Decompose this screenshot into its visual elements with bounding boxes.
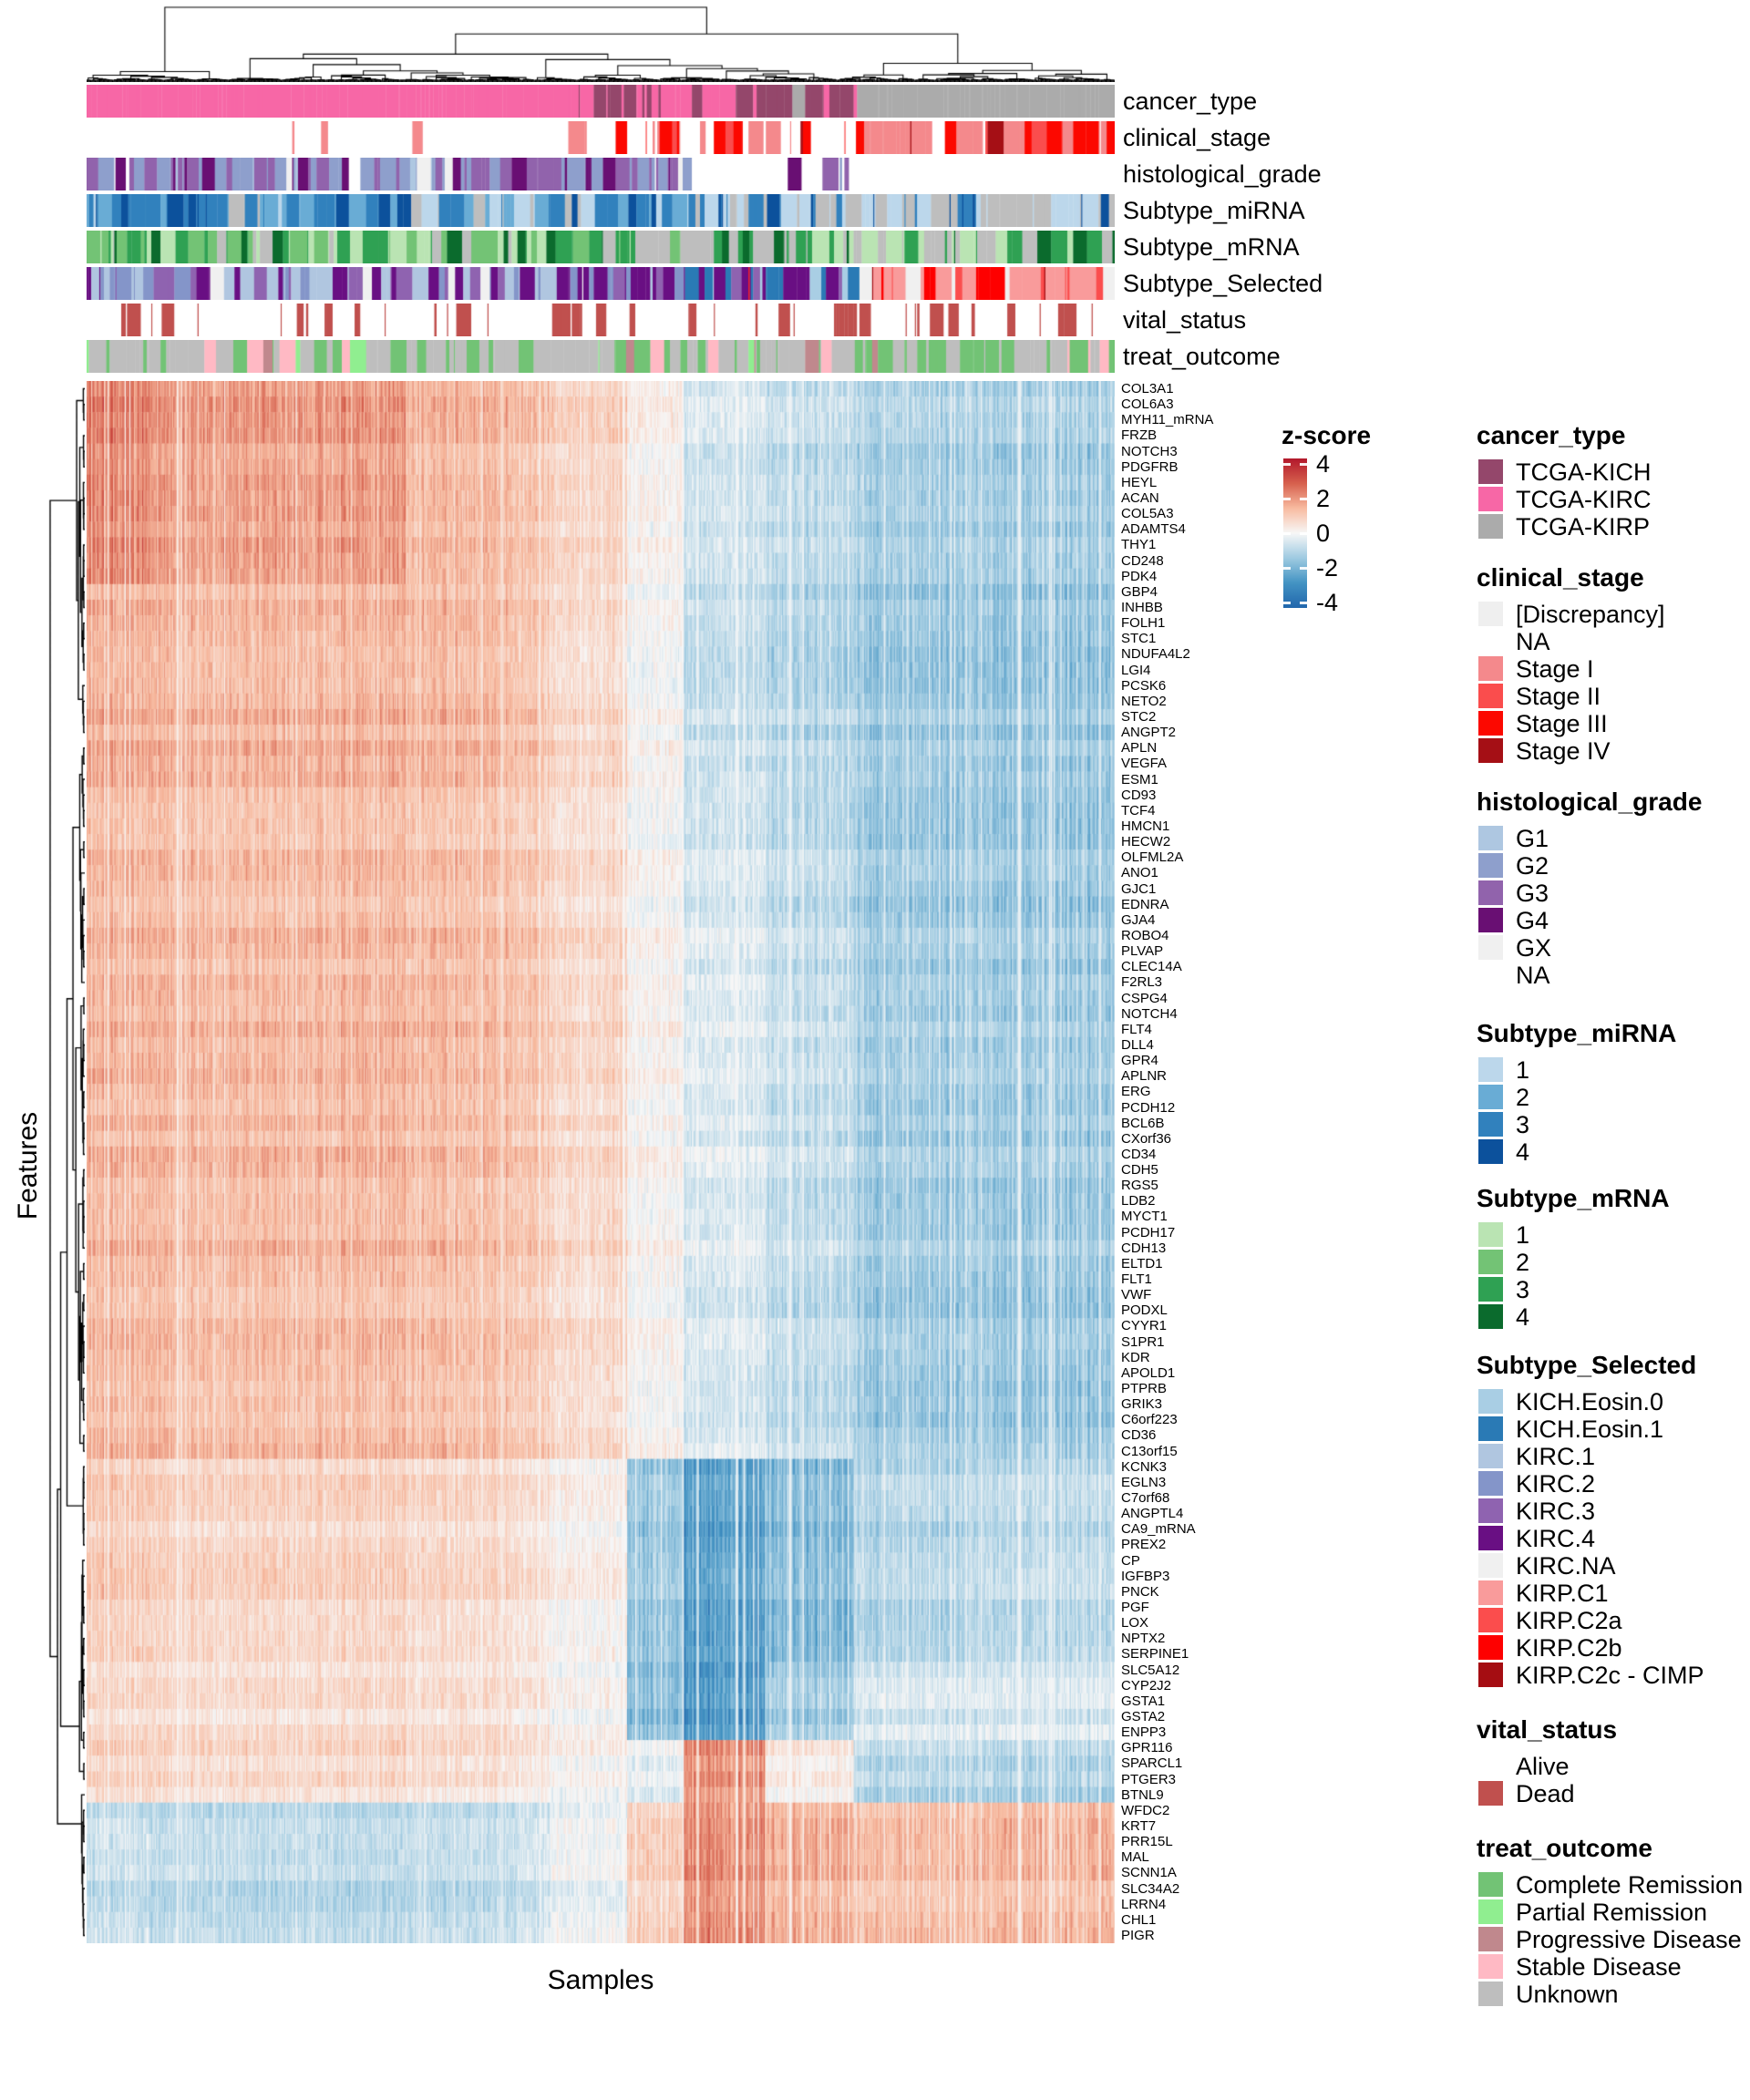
gene-label: COL3A1: [1121, 381, 1174, 397]
zscore-tick-label: -4: [1316, 589, 1339, 616]
legend-title-Subtype_Selected: Subtype_Selected: [1477, 1351, 1697, 1379]
gene-label: EDNRA: [1121, 896, 1169, 912]
gene-label: CD36: [1121, 1427, 1157, 1444]
gene-label: FRZB: [1121, 427, 1158, 444]
zscore-tick-label: 4: [1316, 450, 1331, 478]
annotation-track-histological_grade: [87, 158, 1115, 190]
annotation-track-clinical_stage: [87, 121, 1115, 154]
gene-label: WFDC2: [1121, 1802, 1170, 1818]
legend-swatch: [1478, 1954, 1503, 1979]
legend-swatch: [1478, 602, 1503, 626]
legend-swatch: [1478, 908, 1503, 932]
gene-label: F2RL3: [1121, 974, 1163, 991]
gene-label: GJC1: [1121, 880, 1157, 897]
legend-label: 2: [1516, 1249, 1530, 1276]
gene-label: PCSK6: [1121, 677, 1167, 694]
legend-swatch: [1478, 826, 1503, 850]
gene-label: GBP4: [1121, 583, 1158, 600]
legend-swatch: [1478, 1304, 1503, 1329]
gene-label: BTNL9: [1121, 1786, 1164, 1803]
gene-label: APOLD1: [1121, 1364, 1176, 1381]
gene-label: CSPG4: [1121, 990, 1168, 1006]
gene-label: S1PR1: [1121, 1333, 1165, 1350]
gene-label: HMCN1: [1121, 818, 1170, 834]
gene-label: PNCK: [1121, 1583, 1159, 1600]
zscore-tick-dash: [1300, 567, 1307, 570]
gene-label: CDH13: [1121, 1240, 1167, 1256]
legend-swatch: [1478, 962, 1503, 987]
legend-label: KIRP.C2c - CIMP: [1516, 1662, 1704, 1689]
legend-swatch: [1478, 935, 1503, 960]
legend-swatch: [1478, 1057, 1503, 1082]
gene-label: NPTX2: [1121, 1631, 1166, 1647]
legend-label: TCGA-KIRC: [1516, 486, 1652, 513]
legend-label: Stable Disease: [1516, 1953, 1682, 1981]
legend-label: Stage I: [1516, 655, 1594, 683]
annotation-track-label-Subtype_Selected: Subtype_Selected: [1123, 270, 1323, 297]
legend-label: KIRP.C2a: [1516, 1607, 1622, 1634]
gene-label: PCDH17: [1121, 1224, 1176, 1240]
gene-label: PDK4: [1121, 568, 1158, 584]
gene-label: INHBB: [1121, 600, 1163, 616]
gene-label: ERG: [1121, 1084, 1151, 1100]
gene-label: SCNN1A: [1121, 1865, 1177, 1881]
legend-label: G2: [1516, 852, 1549, 880]
legend-title-cancer_type: cancer_type: [1477, 421, 1626, 449]
gene-label: ANGPTL4: [1121, 1506, 1184, 1522]
annotation-track-label-Subtype_miRNA: Subtype_miRNA: [1123, 197, 1305, 224]
gene-label: FLT4: [1121, 1021, 1152, 1037]
legend-label: KIRP.C2b: [1516, 1634, 1622, 1662]
legend-label: TCGA-KIRP: [1516, 513, 1651, 540]
gene-label: TCF4: [1121, 802, 1156, 818]
legend-label: 1: [1516, 1221, 1530, 1249]
gene-label: NETO2: [1121, 693, 1167, 709]
gene-label: VWF: [1121, 1287, 1152, 1303]
legend-label: Stage IV: [1516, 737, 1611, 765]
legend-swatch: [1478, 629, 1503, 654]
gene-label: CP: [1121, 1552, 1140, 1569]
zscore-tick-dash: [1300, 498, 1307, 500]
gene-label: CYYR1: [1121, 1318, 1168, 1334]
legend-label: GX: [1516, 934, 1552, 962]
gene-label: KRT7: [1121, 1817, 1157, 1834]
gene-label: SPARCL1: [1121, 1755, 1183, 1772]
annotation-track-label-histological_grade: histological_grade: [1123, 160, 1322, 188]
gene-label: LRRN4: [1121, 1896, 1167, 1912]
gene-label: CHL1: [1121, 1911, 1157, 1928]
legend-swatch: [1478, 711, 1503, 736]
legend-label: [Discrepancy]: [1516, 601, 1665, 628]
gene-label: APLNR: [1121, 1068, 1168, 1085]
legend-swatch: [1478, 880, 1503, 905]
legend-label: Dead: [1516, 1780, 1575, 1807]
gene-label: C13orf15: [1121, 1443, 1178, 1459]
legend-swatch: [1478, 1899, 1503, 1924]
legend-label: 4: [1516, 1303, 1530, 1331]
gene-label: DLL4: [1121, 1036, 1154, 1053]
annotation-track-label-treat_outcome: treat_outcome: [1123, 343, 1281, 370]
legend-swatch: [1478, 684, 1503, 708]
legend-swatch: [1478, 1662, 1503, 1687]
gene-label: HECW2: [1121, 834, 1171, 850]
gene-label: IGFBP3: [1121, 1568, 1170, 1584]
gene-label: CXorf36: [1121, 1130, 1172, 1147]
gene-label: STC1: [1121, 631, 1157, 647]
gene-label: ROBO4: [1121, 927, 1169, 943]
legend-swatch: [1478, 1754, 1503, 1778]
gene-label: HEYL: [1121, 474, 1158, 490]
gene-label: SERPINE1: [1121, 1646, 1189, 1662]
legend-swatch: [1478, 1222, 1503, 1247]
legend-swatch: [1478, 1085, 1503, 1109]
legend-swatch: [1478, 1444, 1503, 1468]
gene-label: ENPP3: [1121, 1724, 1167, 1741]
annotation-track-treat_outcome: [87, 340, 1115, 373]
legend-label: NA: [1516, 962, 1550, 989]
gene-label: LGI4: [1121, 662, 1151, 678]
legend-label: G3: [1516, 880, 1549, 907]
gene-label: COL5A3: [1121, 506, 1174, 522]
legend-swatch: [1478, 1498, 1503, 1523]
legend-label: 3: [1516, 1276, 1530, 1303]
legend-swatch: [1478, 1389, 1503, 1414]
gene-label: APLN: [1121, 740, 1158, 757]
legend-label: Stage II: [1516, 683, 1601, 710]
gene-label: GSTA1: [1121, 1693, 1166, 1709]
legend-label: Alive: [1516, 1753, 1570, 1780]
legend-swatch: [1478, 1277, 1503, 1302]
gene-label: PREX2: [1121, 1537, 1167, 1553]
zscore-tick-label: 0: [1316, 520, 1331, 547]
annotation-track-label-vital_status: vital_status: [1123, 306, 1247, 334]
gene-label: MYCT1: [1121, 1209, 1168, 1225]
zscore-tick-dash: [1300, 532, 1307, 535]
gene-label: OLFML2A: [1121, 849, 1184, 866]
gene-label: ANO1: [1121, 865, 1158, 881]
legend-swatch: [1478, 1416, 1503, 1441]
annotation-track-label-cancer_type: cancer_type: [1123, 88, 1258, 115]
gene-label: THY1: [1121, 537, 1157, 553]
legend-swatch: [1478, 1471, 1503, 1496]
gene-label: SLC34A2: [1121, 1880, 1180, 1897]
gene-label: GJA4: [1121, 911, 1156, 928]
zscore-tick-dash: [1283, 567, 1291, 570]
gene-label: ADAMTS4: [1121, 521, 1186, 538]
gene-label: PIGR: [1121, 1927, 1155, 1943]
gene-label: VEGFA: [1121, 756, 1168, 772]
gene-label: MYH11_mRNA: [1121, 412, 1214, 428]
legend-label: G4: [1516, 907, 1549, 934]
annotation-track-label-clinical_stage: clinical_stage: [1123, 124, 1271, 151]
gene-label: CD93: [1121, 787, 1157, 803]
zscore-tick-dash: [1283, 463, 1291, 466]
legend-label: KIRC.2: [1516, 1470, 1596, 1498]
legend-title-vital_status: vital_status: [1477, 1715, 1618, 1744]
gene-label: STC2: [1121, 709, 1157, 725]
legend-title-Subtype_mRNA: Subtype_mRNA: [1477, 1184, 1670, 1212]
legend-label: KIRC.4: [1516, 1525, 1596, 1552]
legend-swatch: [1478, 1927, 1503, 1951]
legend-label: Stage III: [1516, 710, 1608, 737]
legend-swatch: [1478, 1139, 1503, 1164]
gene-label: CDH5: [1121, 1162, 1158, 1179]
gene-label: LDB2: [1121, 1193, 1156, 1210]
legend-label: Progressive Disease: [1516, 1926, 1742, 1953]
zscore-tick-dash: [1300, 602, 1307, 604]
legend-label: KIRC.3: [1516, 1498, 1596, 1525]
annotation-track-Subtype_miRNA: [87, 194, 1115, 227]
legend-label: G1: [1516, 825, 1549, 852]
legend-swatch: [1478, 487, 1503, 511]
legend-label: NA: [1516, 628, 1550, 655]
gene-label: KCNK3: [1121, 1458, 1168, 1475]
legend-label: 3: [1516, 1111, 1530, 1138]
legend-label: KIRC.1: [1516, 1443, 1596, 1470]
zscore-tick-label: -2: [1316, 554, 1339, 582]
gene-label: NOTCH4: [1121, 1005, 1178, 1022]
legend-title-Subtype_miRNA: Subtype_miRNA: [1477, 1019, 1677, 1047]
legend-label: Partial Remission: [1516, 1899, 1708, 1926]
gene-label: ACAN: [1121, 490, 1159, 507]
gene-label: GPR116: [1121, 1740, 1173, 1756]
gene-label: RGS5: [1121, 1178, 1158, 1194]
row-dendrogram: [47, 381, 85, 1943]
legend-title-histological_grade: histological_grade: [1477, 788, 1703, 816]
y-axis-label: Features: [13, 1111, 43, 1220]
legend-swatch: [1478, 1553, 1503, 1578]
gene-label: PLVAP: [1121, 943, 1164, 960]
legend-swatch: [1478, 853, 1503, 878]
annotation-track-vital_status: [87, 304, 1115, 336]
gene-label: BCL6B: [1121, 1115, 1165, 1131]
annotation-track-label-Subtype_mRNA: Subtype_mRNA: [1123, 233, 1300, 261]
legend-swatch: [1478, 1526, 1503, 1550]
legend-label: KIRC.NA: [1516, 1552, 1616, 1580]
legend-label: 2: [1516, 1084, 1530, 1111]
legend-label: Unknown: [1516, 1981, 1619, 2008]
legend-swatch: [1478, 459, 1503, 484]
legend-swatch: [1478, 656, 1503, 681]
gene-label: PTPRB: [1121, 1381, 1168, 1397]
legend-swatch: [1478, 1872, 1503, 1897]
gene-label: ESM1: [1121, 771, 1158, 788]
gene-label: C7orf68: [1121, 1490, 1170, 1506]
gene-label: CA9_mRNA: [1121, 1521, 1196, 1538]
gene-label: CLEC14A: [1121, 959, 1182, 975]
zscore-tick-dash: [1283, 532, 1291, 535]
gene-label: PTGER3: [1121, 1771, 1177, 1787]
gene-label: COL6A3: [1121, 396, 1174, 413]
gene-label: CD248: [1121, 552, 1164, 569]
gene-label: LOX: [1121, 1615, 1149, 1632]
zscore-tick-label: 2: [1316, 485, 1331, 512]
gene-label: ANGPT2: [1121, 725, 1177, 741]
legend-swatch: [1478, 1982, 1503, 2006]
gene-label: CD34: [1121, 1146, 1157, 1162]
gene-label: FOLH1: [1121, 615, 1166, 632]
gene-label: ELTD1: [1121, 1255, 1163, 1271]
gene-label: EGLN3: [1121, 1474, 1167, 1490]
annotation-track-Subtype_Selected: [87, 267, 1115, 300]
gene-label: PODXL: [1121, 1302, 1168, 1319]
legend-title-treat_outcome: treat_outcome: [1477, 1834, 1652, 1862]
zscore-tick-dash: [1283, 498, 1291, 500]
legend-label: KIRP.C1: [1516, 1580, 1609, 1607]
annotation-track-cancer_type: [87, 85, 1115, 118]
legend-label: 1: [1516, 1056, 1530, 1084]
zscore-legend-title: z-score: [1282, 421, 1372, 449]
gene-label: NOTCH3: [1121, 443, 1178, 459]
x-axis-label: Samples: [547, 1965, 654, 1995]
legend-swatch: [1478, 1781, 1503, 1806]
legend-swatch: [1478, 1580, 1503, 1605]
gene-label: PCDH12: [1121, 1099, 1176, 1116]
legend-swatch: [1478, 514, 1503, 539]
gene-label: C6orf223: [1121, 1412, 1178, 1428]
legend-label: TCGA-KICH: [1516, 458, 1652, 486]
annotation-track-Subtype_mRNA: [87, 231, 1115, 263]
legend-label: Complete Remission: [1516, 1871, 1744, 1899]
gene-label: GSTA2: [1121, 1708, 1166, 1724]
legend-label: 4: [1516, 1138, 1530, 1166]
gene-label: SLC5A12: [1121, 1662, 1180, 1678]
legend-label: KICH.Eosin.0: [1516, 1388, 1664, 1415]
heatmap-body: [87, 381, 1115, 1943]
legend-swatch: [1478, 1250, 1503, 1274]
gene-label: FLT1: [1121, 1271, 1152, 1288]
legend-label: KICH.Eosin.1: [1516, 1415, 1664, 1443]
zscore-tick-dash: [1283, 602, 1291, 604]
gene-label: MAL: [1121, 1849, 1149, 1866]
gene-label: GRIK3: [1121, 1396, 1163, 1413]
gene-label: PRR15L: [1121, 1834, 1173, 1850]
legend-swatch: [1478, 1635, 1503, 1660]
gene-label: CYP2J2: [1121, 1677, 1172, 1693]
zscore-tick-dash: [1300, 463, 1307, 466]
gene-label: GPR4: [1121, 1053, 1158, 1069]
legend-swatch: [1478, 738, 1503, 763]
legend-swatch: [1478, 1112, 1503, 1137]
gene-label: NDUFA4L2: [1121, 646, 1190, 663]
column-dendrogram: [87, 4, 1115, 82]
legend-swatch: [1478, 1608, 1503, 1632]
gene-label: PGF: [1121, 1599, 1149, 1615]
gene-label: KDR: [1121, 1349, 1150, 1365]
gene-label: PDGFRB: [1121, 458, 1179, 475]
legend-title-clinical_stage: clinical_stage: [1477, 563, 1644, 592]
